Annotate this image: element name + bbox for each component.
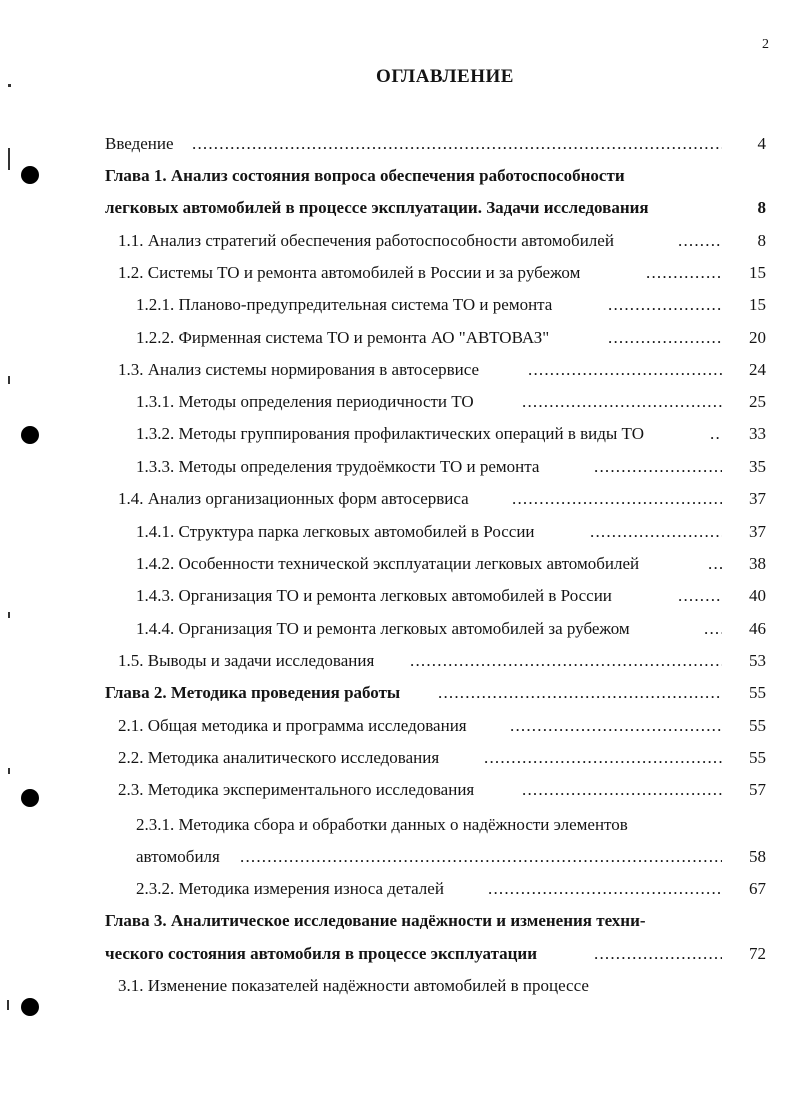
toc-entry-1-5[interactable] (0, 645, 796, 676)
toc-entry-title: 1.4.2. Особенности технической эксплуатации легковых автомобилей (136, 554, 640, 573)
leader-dots (192, 128, 722, 159)
leader-dots (512, 483, 722, 514)
toc-entry-page: 15 (749, 263, 766, 282)
toc-entry-1-4-1[interactable] (0, 516, 796, 547)
toc-entry-chapter-1[interactable] (0, 160, 796, 191)
toc-entry-3-1[interactable] (0, 970, 796, 1001)
toc-entry-chapter-1-cont[interactable] (0, 192, 796, 223)
toc-entry-1-2-1[interactable] (0, 289, 796, 320)
toc-entry-1-3-3[interactable] (0, 451, 796, 482)
toc-entry-title: 2.3. Методика экспериментального исследования (118, 780, 475, 799)
toc-entry-title: 1.2.2. Фирменная система ТО и ремонта АО "АВТОВАЗ" (136, 328, 550, 347)
punch-hole (21, 998, 39, 1016)
scan-speck (8, 376, 10, 384)
toc-entry-title: 1.4.1. Структура парка легковых автомобилей в России (136, 522, 535, 541)
toc-entry-title: 1.4.4. Организация ТО и ремонта легковых автомобилей за рубежом (136, 619, 630, 638)
toc-entry-title: Введение (105, 134, 174, 153)
leader-dots (646, 257, 720, 288)
toc-entry-page: 37 (749, 522, 766, 541)
scan-speck (7, 1000, 9, 1010)
leader-dots (608, 289, 722, 320)
leader-dots (522, 774, 722, 805)
leader-dots (678, 225, 722, 256)
toc-entry-page: 4 (757, 134, 766, 153)
leader-dots (438, 677, 722, 708)
toc-entry-2-3-2[interactable] (0, 873, 796, 904)
leader-dots (708, 548, 722, 579)
toc-entry-title: ческого состояния автомобиля в процессе эксплуатации (105, 944, 538, 963)
toc-entry-page: 55 (749, 748, 766, 767)
leader-dots (522, 386, 722, 417)
leader-dots (678, 580, 722, 611)
toc-entry-1-3-1[interactable] (0, 386, 796, 417)
toc-entry-page: 25 (749, 392, 766, 411)
toc-entry-title: 1.3.1. Методы определения периодичности ТО (136, 392, 474, 411)
toc-entry-title: Глава 3. Аналитическое исследование надёжности и изменения техни- (105, 911, 646, 930)
punch-hole (21, 789, 39, 807)
toc-entry-page: 8 (757, 231, 766, 250)
leader-dots (594, 451, 722, 482)
toc-entry-title: 2.1. Общая методика и программа исследования (118, 716, 467, 735)
toc-entry-1-4-2[interactable] (0, 548, 796, 579)
scan-speck (8, 768, 10, 774)
toc-entry-1-3-2[interactable] (0, 418, 796, 449)
toc-entry-1-4[interactable] (0, 483, 796, 514)
leader-dots (488, 873, 722, 904)
toc-entry-title: 2.3.2. Методика измерения износа деталей (136, 879, 444, 898)
toc-entry-title: Глава 2. Методика проведения работы (105, 683, 401, 702)
punch-hole (21, 426, 39, 444)
toc-entry-page: 55 (749, 683, 766, 702)
leader-dots (484, 742, 722, 773)
toc-entry-1-3[interactable] (0, 354, 796, 385)
toc-entry-page: 38 (749, 554, 766, 573)
toc-entry-title: автомобиля (136, 847, 220, 866)
punch-hole (21, 166, 39, 184)
toc-entry-title: 2.2. Методика аналитического исследования (118, 748, 440, 767)
toc-entry-page: 8 (757, 198, 766, 217)
toc-entry-chapter-3-cont[interactable] (0, 938, 796, 969)
toc-entry-page: 57 (749, 780, 766, 799)
toc-entry-2-1[interactable] (0, 710, 796, 741)
toc-entry-page: 15 (749, 295, 766, 314)
toc-entry-chapter-2[interactable] (0, 677, 796, 708)
toc-entry-introduction[interactable] (0, 128, 796, 159)
page-number: 2 (762, 37, 769, 52)
leader-dots (710, 418, 722, 449)
leader-dots (528, 354, 722, 385)
toc-entry-page: 55 (749, 716, 766, 735)
toc-entry-page: 37 (749, 489, 766, 508)
toc-entry-page: 72 (749, 944, 766, 963)
toc-entry-title: 1.3.3. Методы определения трудоёмкости ТО и ремонта (136, 457, 540, 476)
toc-entry-2-2[interactable] (0, 742, 796, 773)
scan-speck (8, 148, 10, 170)
toc-entry-page: 67 (749, 879, 766, 898)
toc-entry-title: 1.3.2. Методы группирования профилактических операций в виды ТО (136, 424, 644, 443)
scan-speck (8, 84, 11, 87)
leader-dots (704, 613, 722, 644)
toc-entry-1-4-4[interactable] (0, 613, 796, 644)
toc-entry-page: 24 (749, 360, 766, 379)
toc-entry-title: 1.4. Анализ организационных форм автосервиса (118, 489, 469, 508)
toc-entry-page: 53 (749, 651, 766, 670)
toc-entry-title: 1.2.1. Планово-предупредительная система ТО и ремонта (136, 295, 553, 314)
toc-entry-title: легковых автомобилей в процессе эксплуатации. Задачи исследования (105, 198, 649, 217)
toc-entry-1-2-2[interactable] (0, 322, 796, 353)
toc-entry-title: 1.4.3. Организация ТО и ремонта легковых автомобилей в России (136, 586, 612, 605)
toc-entry-title: 1.1. Анализ стратегий обеспечения работоспособности автомобилей (118, 231, 614, 250)
toc-entry-1-1[interactable] (0, 225, 796, 256)
toc-entry-title: 2.3.1. Методика сбора и обработки данных о надёжности элементов (136, 815, 628, 834)
toc-entry-page: 35 (749, 457, 766, 476)
toc-entry-page: 46 (749, 619, 766, 638)
toc-entry-page: 33 (749, 424, 766, 443)
leader-dots (410, 645, 722, 676)
toc-entry-title: Глава 1. Анализ состояния вопроса обеспечения работоспособности (105, 166, 625, 185)
toc-entry-1-4-3[interactable] (0, 580, 796, 611)
leader-dots (510, 710, 722, 741)
toc-entry-2-3-1[interactable] (0, 809, 796, 840)
toc-entry-title: 1.5. Выводы и задачи исследования (118, 651, 375, 670)
leader-dots (240, 841, 722, 872)
leader-dots (608, 322, 722, 353)
leader-dots (590, 516, 722, 547)
toc-entry-2-3[interactable] (0, 774, 796, 805)
toc-entry-title: 3.1. Изменение показателей надёжности автомобилей в процессе (118, 976, 589, 995)
toc-entry-2-3-1-cont[interactable] (0, 841, 796, 872)
leader-dots (594, 938, 722, 969)
toc-entry-page: 58 (749, 847, 766, 866)
toc-entry-page: 20 (749, 328, 766, 347)
toc-entry-title: 1.2. Системы ТО и ремонта автомобилей в России и за рубежом (118, 263, 581, 282)
scan-speck (8, 612, 10, 618)
toc-entry-1-2[interactable] (0, 257, 796, 288)
toc-entry-chapter-3[interactable] (0, 905, 796, 936)
toc-entry-page: 40 (749, 586, 766, 605)
page-title: ОГЛАВЛЕНИЕ (376, 66, 514, 87)
toc-entry-title: 1.3. Анализ системы нормирования в автосервисе (118, 360, 480, 379)
